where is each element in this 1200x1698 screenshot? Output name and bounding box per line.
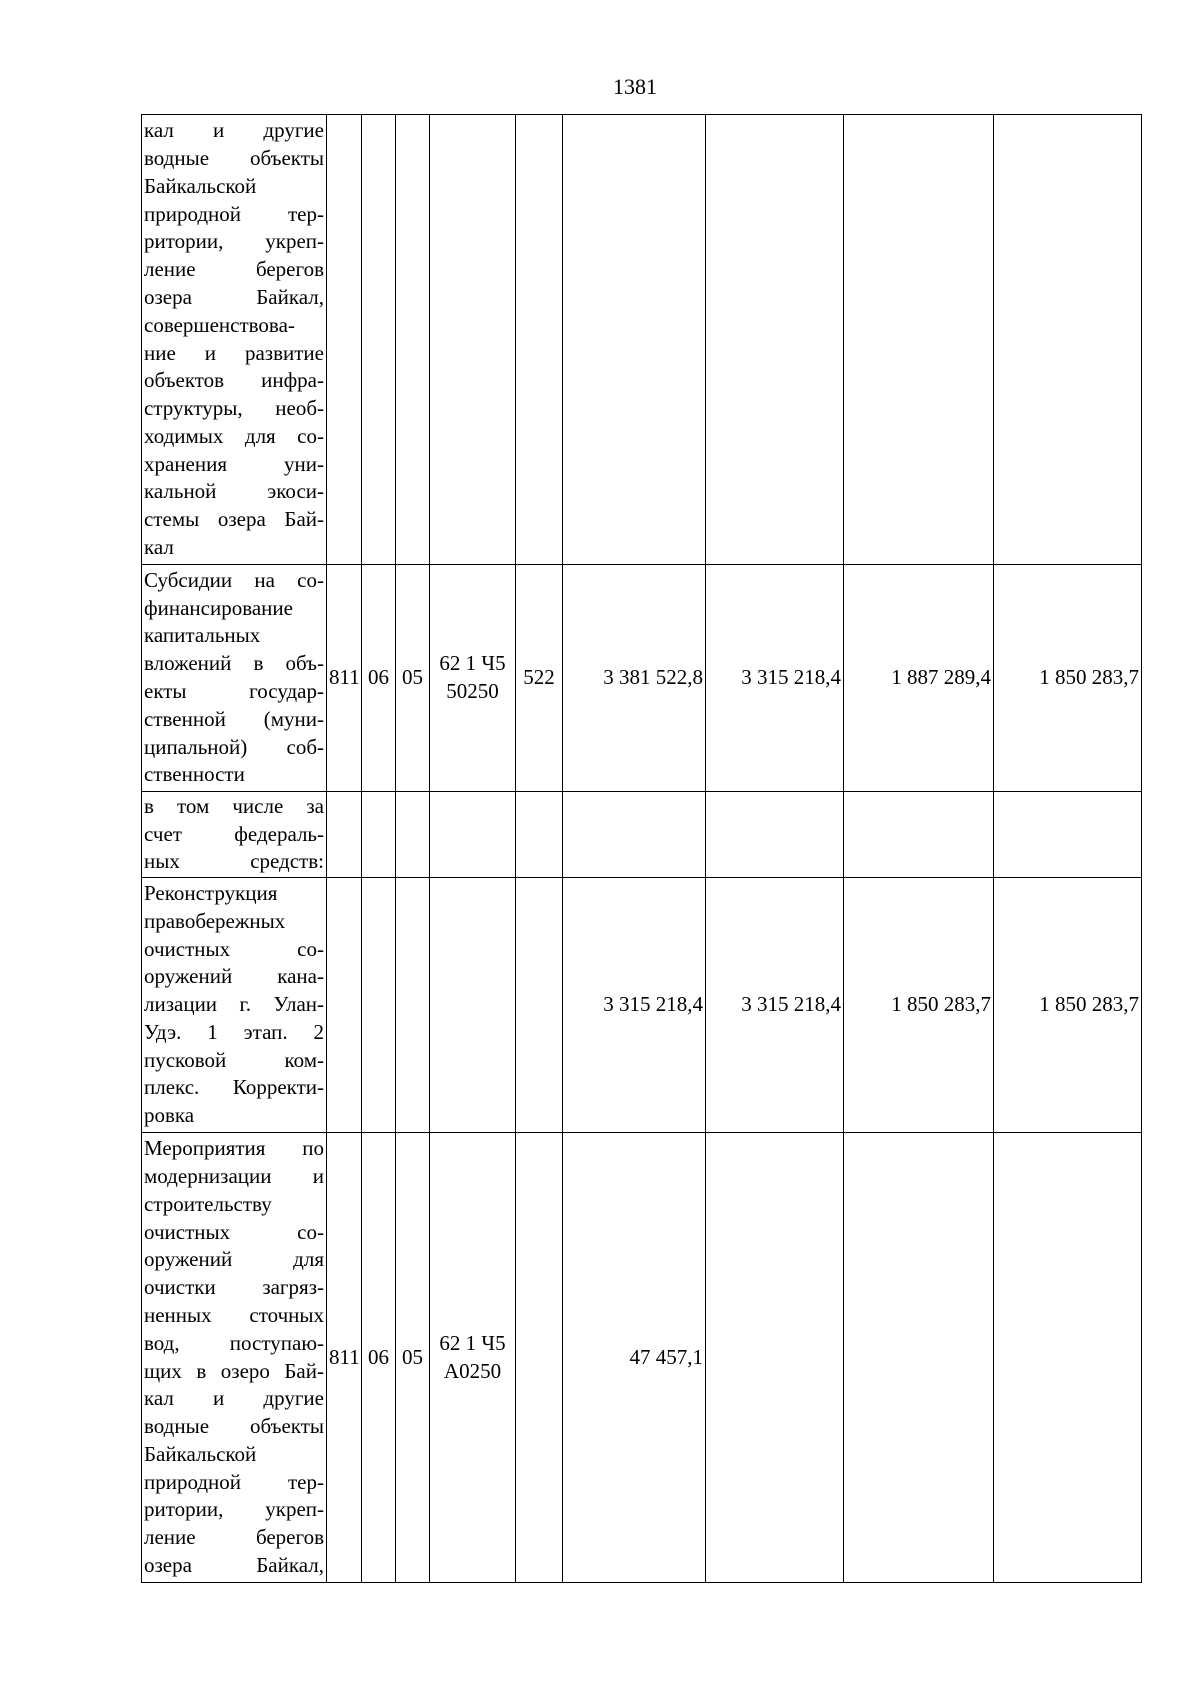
amount-cell [563,115,706,565]
amount-cell [706,115,844,565]
name-line: ципальной) соб- [144,734,324,759]
name-line: очистных со- [144,1219,324,1244]
ministry-code: 811 [327,565,362,792]
name-line: лизации г. Улан- [144,992,324,1017]
row-name [142,878,327,1133]
table-row [142,792,1142,878]
amount-cell [994,115,1142,565]
name-line: озера Байкал, [144,1553,324,1578]
name-line: ритории, укреп- [144,1497,324,1522]
expense-type-code [516,115,563,565]
name-line: ственной (муни- [144,706,324,731]
subsection-code [396,792,430,878]
name-line: природной тер- [144,201,324,226]
name-line: ление берегов [144,257,324,282]
row-name [142,565,327,792]
subsection-code: 05 [396,1133,430,1583]
name-line: совершенствова- [144,312,295,337]
name-line: плекс. Корректи- [144,1075,324,1100]
ministry-code [327,792,362,878]
subsection-code: 05 [396,565,430,792]
name-line: правобережных [144,908,286,933]
amount-cell [706,1133,844,1583]
amount-cell [844,792,994,878]
target-article-code [430,565,516,792]
table-row [142,565,1142,792]
amount-cell: 1 887 289,4 [844,565,994,792]
name-line: ление берегов [144,1525,324,1550]
name-line: ние и развитие [144,340,324,365]
amount-cell [994,1133,1142,1583]
amount-cell [994,792,1142,878]
budget-table [141,114,1142,1583]
amount-cell: 1 850 283,7 [994,878,1142,1133]
name-line: модернизации и [144,1163,324,1188]
table-row [142,115,1142,565]
amount-cell: 1 850 283,7 [844,878,994,1133]
section-code [362,115,396,565]
name-line: водные объекты [144,1414,324,1439]
name-line: щих в озеро Бай- [144,1358,324,1383]
amount-cell: 3 315 218,4 [563,878,706,1133]
section-code: 06 [362,565,396,792]
name-line: капитальных [144,623,261,648]
name-line: екты государ- [144,679,324,703]
table-row [142,1133,1142,1583]
section-code [362,792,396,878]
section-code [362,878,396,1133]
name-line: оружений кана- [144,964,324,989]
name-line: Мероприятия по [144,1136,324,1161]
table-row [142,878,1142,1133]
section-code: 06 [362,1133,396,1583]
name-line: очистных со- [144,936,324,961]
name-line: счет федераль- [144,821,324,846]
name-line: Удэ. 1 этап. 2 [144,1019,324,1044]
expense-type-code: 522 [516,565,563,792]
amount-cell [844,1133,994,1583]
name-line: пусковой ком- [144,1047,324,1072]
row-name [142,1133,327,1583]
name-line: строительству [144,1191,272,1216]
target-article-line-1: 62 1 Ч5 [439,1330,506,1355]
amount-cell: 1 850 283,7 [994,565,1142,792]
expense-type-code [516,792,563,878]
ministry-code [327,878,362,1133]
amount-cell: 47 457,1 [563,1133,706,1583]
name-line: вложений в объ- [144,651,324,676]
name-line: стемы озера Бай- [144,507,324,532]
name-line: Субсидии на со- [144,567,324,592]
target-article-line-2: 50250 [446,679,499,703]
name-line: структуры, необ- [144,396,324,421]
name-line: вод, поступаю- [144,1330,324,1355]
row-name [142,115,327,565]
name-line: оружений для [144,1247,324,1272]
target-article-code [430,115,516,565]
expense-type-code [516,1133,563,1583]
amount-cell: 3 381 522,8 [563,565,706,792]
amount-cell [706,792,844,878]
name-line: Байкальской [144,1441,257,1466]
amount-cell [563,792,706,878]
ministry-code [327,115,362,565]
name-line: Реконструкция [144,880,278,905]
name-line: ных средств: [144,849,324,874]
name-line: очистки загряз- [144,1275,324,1300]
name-line: в том числе за [144,793,324,818]
name-line: ритории, укреп- [144,229,324,254]
row-name [142,792,327,878]
name-line: объектов инфра- [144,368,324,393]
target-article-code [430,878,516,1133]
name-line: ходимых для со- [144,423,324,448]
subsection-code [396,878,430,1133]
ministry-code: 811 [327,1133,362,1583]
name-line: озера Байкал, [144,284,324,309]
target-article-line-1: 62 1 Ч5 [439,651,506,676]
amount-cell: 3 315 218,4 [706,878,844,1133]
subsection-code [396,115,430,565]
name-line: финансирование [144,595,293,620]
target-article-code [430,1133,516,1583]
name-line: природной тер- [144,1469,324,1494]
target-article-code [430,792,516,878]
name-line: ровка [144,1103,195,1128]
name-line: ственности [144,762,245,787]
name-line: водные объекты [144,145,324,170]
name-line: кал и другие [144,118,324,143]
amount-cell [844,115,994,565]
name-line: хранения уни- [144,451,324,476]
name-line: кал и другие [144,1386,324,1411]
amount-cell: 3 315 218,4 [706,565,844,792]
expense-type-code [516,878,563,1133]
page-number: 1381 [613,74,657,99]
name-line: Байкальской [144,173,257,198]
target-article-line-2: А0250 [443,1358,502,1383]
name-line: ненных сточных [144,1302,324,1327]
name-line: кальной экоси- [144,479,324,504]
name-line: кал [144,535,174,560]
